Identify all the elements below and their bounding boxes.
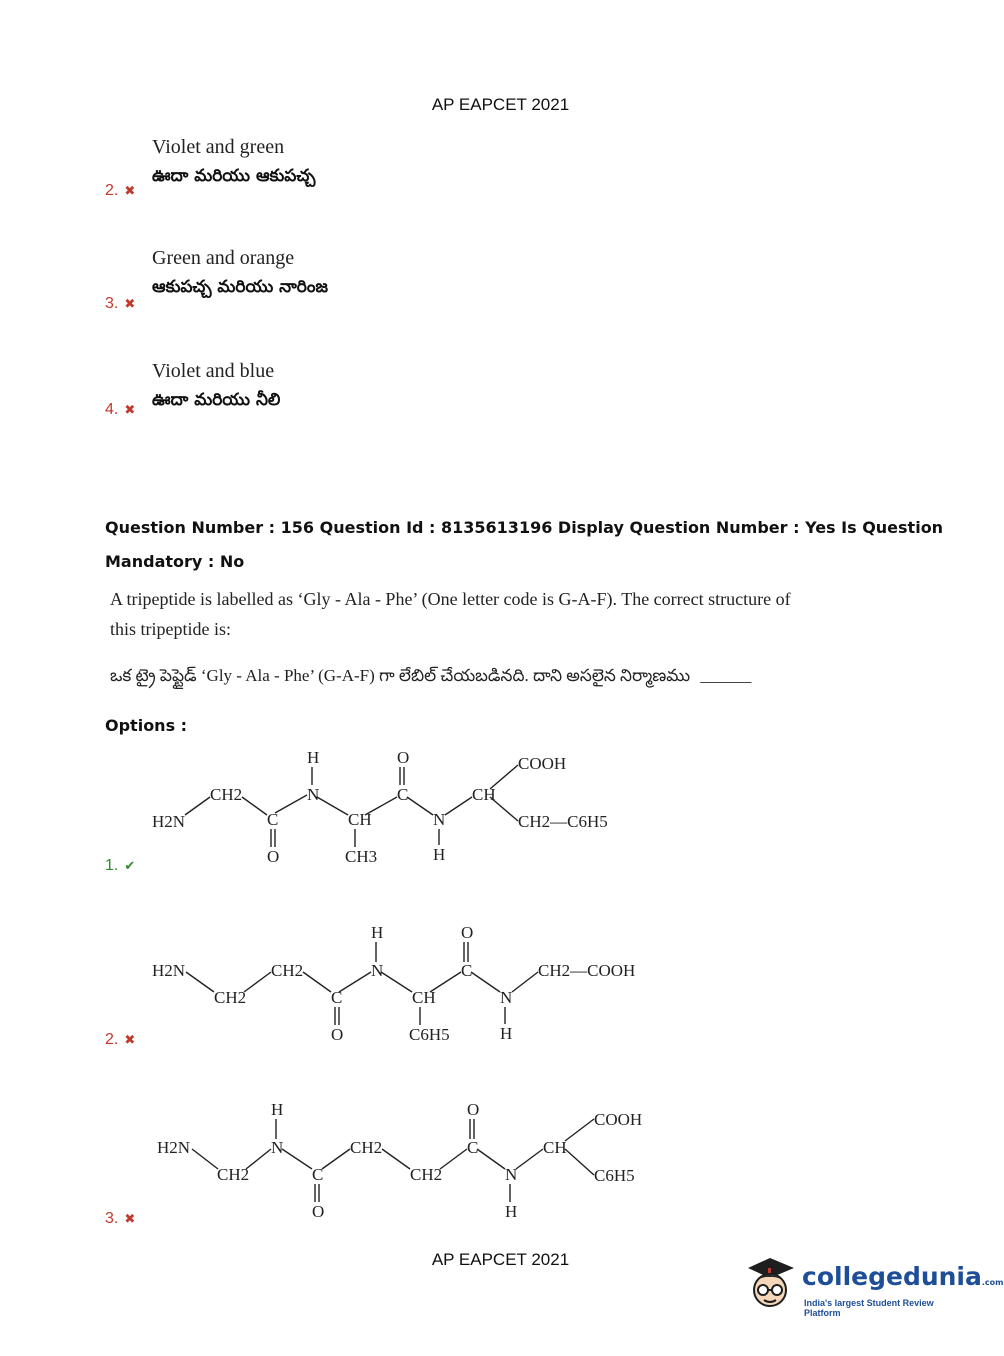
s3-ch: CH [543,1138,567,1157]
s3-c6h5: C6H5 [594,1166,635,1185]
answer-blank: ______ [700,666,752,685]
prev-option-4-english: Violet and blue [152,360,275,382]
question-text-telugu: ఒక ట్రై పెప్టైడ్ ‘Gly - Ala - Phe’ (G-A-F) గా లేబిల్ చేయబడినది. దాని అసలైన నిర్మాణము ______ [110,666,752,685]
s1-bonds [185,765,518,847]
structure-option-3 [140,1095,660,1225]
wrong-icon: ✖ [124,183,136,198]
s3-cooh: COOH [594,1110,643,1129]
prev-option-2-number: 2. ✖ [105,182,136,199]
s2-ch2cooh: CH2—COOH [538,961,636,980]
page-footer: AP EAPCET 2021 [431,1250,570,1269]
s3-ch2a: CH2 [217,1165,250,1184]
s1-h2n: H2N [152,812,186,831]
mascot-icon [740,1250,802,1312]
wrong-icon: ✖ [124,1032,136,1047]
s3-n1: N [271,1138,284,1157]
s1-ch2c6h5: CH2—C6H5 [518,812,608,831]
s3-ch2b: CH2 [350,1138,383,1157]
wrong-icon: ✖ [124,1211,136,1226]
options-label: Options : [105,716,188,735]
question-meta-line1: Question Number : 156 Question Id : 8135613196 Display Question Number : Yes Is Question [105,518,944,537]
s2-ch2b: CH2 [271,961,304,980]
s2-n2: N [500,988,513,1007]
prev-option-3-telugu: ఆకుపచ్చ మరియు నారింజ [152,277,328,297]
s1-cooh: COOH [518,754,567,773]
s2-ch2a: CH2 [214,988,247,1007]
structure-option-1 [140,745,640,870]
s3-o1: O [312,1202,325,1221]
wrong-icon: ✖ [124,402,136,417]
s1-c1: C [267,810,279,829]
s3-h2n: H2N [157,1138,191,1157]
s1-ch-a: CH [348,810,372,829]
s3-c2: C [467,1138,479,1157]
s1-n1: N [307,785,320,804]
option-3-number[interactable]: 3. ✖ [105,1210,136,1227]
s1-o2: O [397,748,410,767]
s1-h2: H [433,845,446,864]
prev-option-3-number: 3. ✖ [105,295,136,312]
prev-option-4-telugu: ఊదా మరియు నీలి [152,390,281,410]
s2-o1: O [331,1025,344,1044]
s2-h1: H [371,923,384,942]
s1-o1: O [267,847,280,866]
s3-h1: H [271,1100,284,1119]
s1-ch3: CH3 [345,847,378,866]
s2-n1: N [371,961,384,980]
s3-h2: H [505,1202,518,1221]
s3-c1: C [312,1165,324,1184]
s2-o2: O [461,923,474,942]
prev-option-2-telugu: ఊదా మరియు ఆకుపచ్చ [152,166,316,186]
structure-option-2 [140,920,660,1045]
option-2-number[interactable]: 2. ✖ [105,1031,136,1048]
s1-ch2: CH2 [210,785,243,804]
s2-h2: H [500,1024,513,1043]
prev-option-2-english: Violet and green [152,136,285,158]
s2-h2n: H2N [152,961,186,980]
s1-ch-b: CH [472,785,496,804]
s2-c1: C [331,988,343,1007]
s3-bonds [192,1119,594,1202]
s1-c2: C [397,785,409,804]
s3-n2: N [505,1165,518,1184]
logo-tagline: India's largest Student Review Platform [804,1298,934,1318]
s3-o2: O [467,1100,480,1119]
prev-option-3-english: Green and orange [152,247,295,269]
prev-option-4-number: 4. ✖ [105,401,136,418]
option-1-number[interactable]: 1. ✔ [105,857,136,874]
s2-c2: C [461,961,473,980]
page-header: AP EAPCET 2021 [431,95,570,114]
s2-bonds [186,942,538,1025]
s2-c6h5: C6H5 [409,1025,450,1044]
logo-wordmark: collegedunia.com [802,1262,1004,1291]
collegedunia-logo[interactable] [740,1250,1004,1320]
s2-ch: CH [412,988,436,1007]
s1-h1: H [307,748,320,767]
s1-n2: N [433,810,446,829]
wrong-icon: ✖ [124,296,136,311]
correct-icon: ✔ [124,858,136,873]
s3-ch2c: CH2 [410,1165,443,1184]
question-text-english: A tripeptide is labelled as ‘Gly - Ala - Phe’ (One letter code is G-A-F). The correct structure of this tripeptide is: [110,589,791,639]
question-meta-line2: Mandatory : No [105,552,245,571]
